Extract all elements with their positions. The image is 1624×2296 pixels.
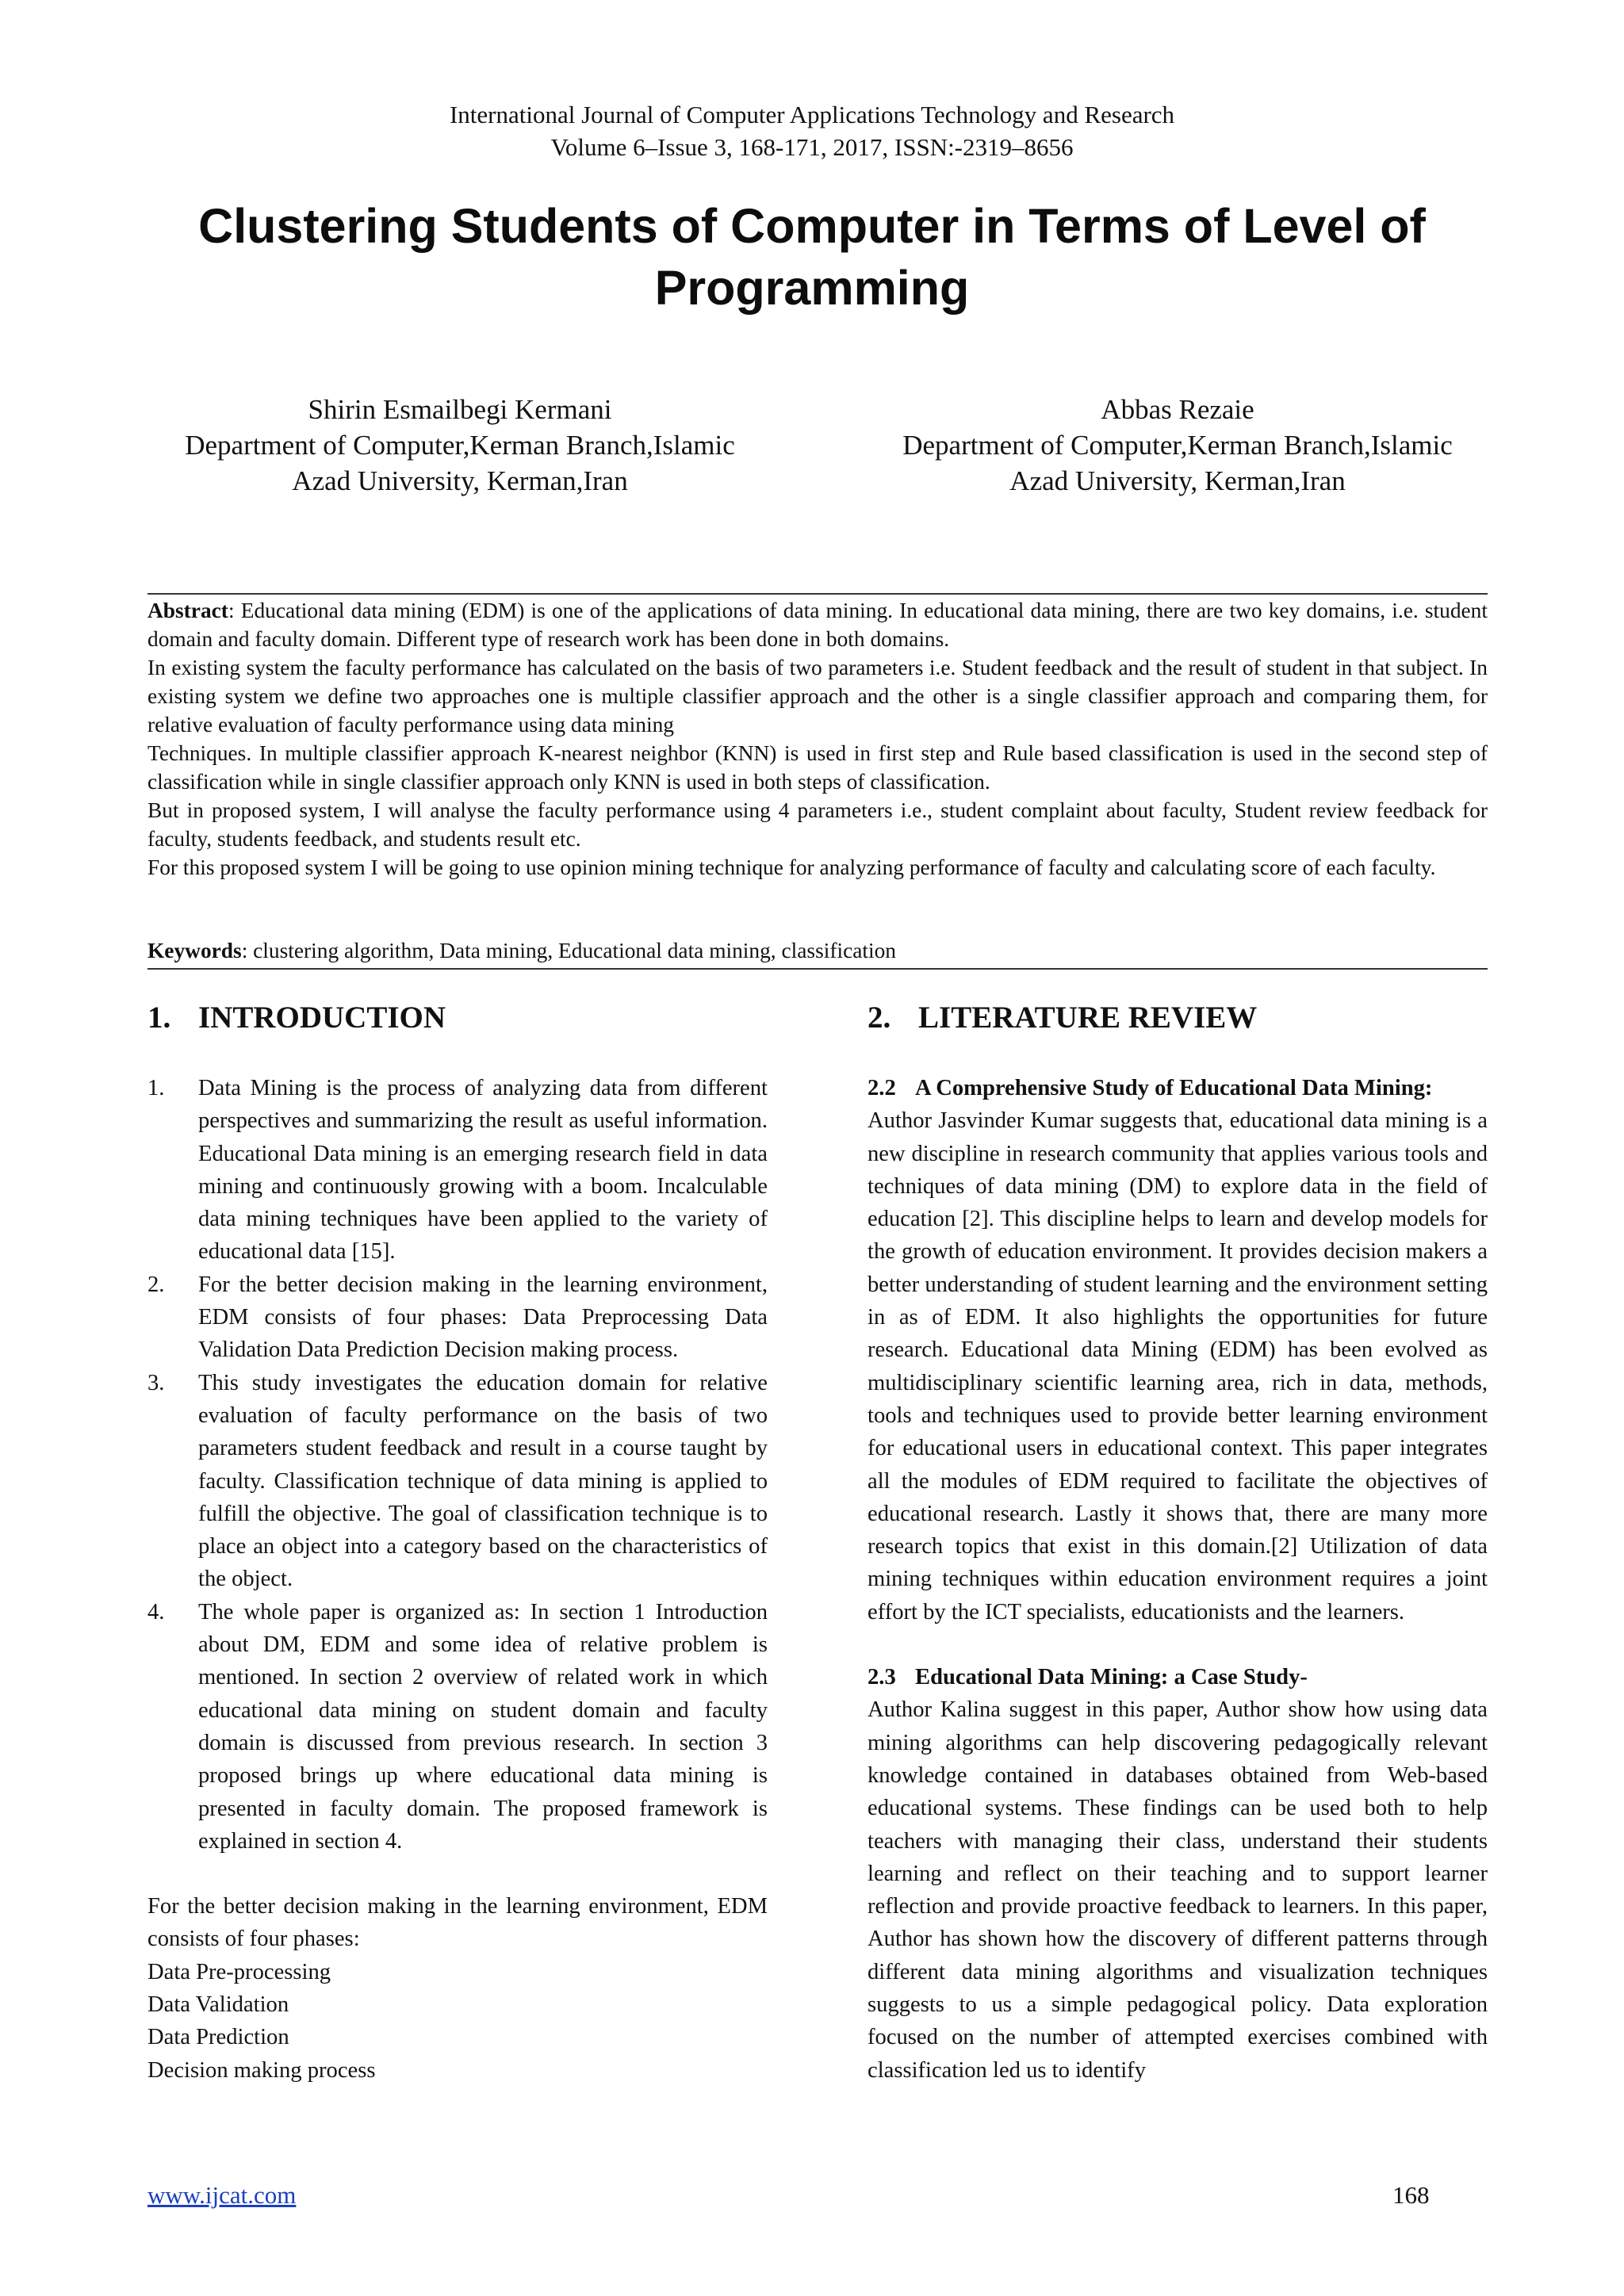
list-text: Data Mining is the process of analyzing data from different perspectives and summarizing the result as useful information. Educational Data mining is an emerging research field in data mining and continuously growing with a boom. Incalculable data mining techniques have been applied to the variety of educational data [15].: [198, 1076, 768, 1265]
subsection-heading-2-3: [868, 1661, 1488, 1693]
spacer: [147, 1858, 768, 1890]
keywords-bottom-rule: [147, 968, 1488, 970]
list-number: 4.: [147, 1599, 165, 1624]
list-number: 2.: [147, 1272, 165, 1297]
list-text: For the better decision making in the learning environment, EDM consists of four phases: Data Preprocessing Data Validation Data Prediction Decision making process.: [198, 1272, 768, 1363]
list-item: [147, 1072, 768, 1269]
subsection-number: 2.2: [868, 1076, 896, 1100]
author-name: Abbas Rezaie: [1101, 394, 1254, 425]
abstract: [147, 596, 1488, 882]
abstract-paragraph-5: For this proposed system I will be going to use opinion mining technique for analyzing performance of faculty and calculating score of each faculty.: [147, 855, 1436, 879]
author-affiliation-line-2: Azad University, Kerman,Iran: [1009, 465, 1346, 496]
author-affiliation-line-1: Department of Computer,Kerman Branch,Islamic: [902, 430, 1453, 461]
author-block-2: [868, 392, 1487, 499]
list-item: [147, 1367, 768, 1596]
title-line-2: Programming: [654, 261, 970, 315]
phase-item: Decision making process: [147, 2057, 376, 2083]
section-heading-literature-review: [868, 997, 1488, 1039]
author-block-1: [151, 392, 769, 499]
author-name: Shirin Esmailbegi Kermani: [308, 394, 612, 425]
phase-item: Data Validation: [147, 1992, 289, 2018]
list-item: [147, 1269, 768, 1367]
section-title: INTRODUCTION: [198, 1001, 446, 1035]
subsection-2-3-text: Author Kalina suggest in this paper, Author show how using data mining algorithms can help discovering pedagogically relevant knowledge contained in databases obtained from Web-based educational systems. These findings can be used both to help teachers with managing their class, understand their students learning and reflect on their teaching and to support learner reflection and provide proactive feedback to learners. In this paper, Author has shown how the discovery of different patterns through different data mining algorithms and visualization techniques suggests to us a simple pedagogical policy. Data exploration focused on the number of attempted exercises combined with classification led us to identify: [868, 1697, 1488, 2083]
keywords-label: Keywords: [147, 939, 242, 962]
section-title: LITERATURE REVIEW: [918, 1001, 1258, 1035]
list-item: [147, 1596, 768, 1858]
subsection-title: Educational Data Mining: a Case Study-: [915, 1665, 1308, 1690]
title-line-1: Clustering Students of Computer in Terms of Level of: [198, 199, 1426, 253]
list-text: The whole paper is organized as: In section 1 Introduction about DM, EDM and some idea of relative problem is mentioned. In section 2 overview of related work in which educational data mining on student domain and faculty domain is discussed from previous research. In section 3 proposed brings up where educational data mining is presented in faculty domain. The proposed framework is explained in section 4.: [198, 1599, 768, 1854]
subsection-2-2-text: Author Jasvinder Kumar suggests that, educational data mining is a new discipline in research community that applies various tools and techniques of data mining (DM) to explore data in the field of education [2]. This discipline helps to learn and develop models for the growth of education environment. It provides decision makers a better understanding of student learning and the environment setting in as of EDM. It also highlights the opportunities for future research. Educational data Mining (EDM) has been evolved as multidisciplinary scientific learning area, rich in data, methods, tools and techniques used to provide better learning environment for educational users in educational context. This paper integrates all the modules of EDM required to facilitate the objectives of educational research. Lastly it shows that, there are many more research topics that exist in this domain.[2] Utilization of data mining techniques within education environment requires a joint effort by the ICT specialists, educationists and the learners.: [868, 1108, 1488, 1624]
phase-item: Data Prediction: [147, 2025, 289, 2050]
abstract-paragraph-3: Techniques. In multiple classifier approach K-nearest neighbor (KNN) is used in first step and Rule based classification is used in the second step of classification while in single classifier approach only KNN is used in both steps of classification.: [147, 741, 1488, 794]
subsection-number: 2.3: [868, 1665, 896, 1690]
left-column: [147, 997, 768, 2087]
abstract-text-1: : Educational data mining (EDM) is one of the applications of data mining. In educational data mining, there are two key domains, i.e. student domain and faculty domain. Different type of research work has been done in both domains.: [147, 599, 1488, 651]
section-heading-introduction: [147, 997, 768, 1039]
abstract-label: Abstract: [147, 599, 228, 622]
abstract-paragraph-1: [147, 596, 1488, 653]
spacer: [868, 1628, 1488, 1661]
journal-website-link[interactable]: www.ijcat.com: [147, 2181, 297, 2209]
journal-header: [0, 98, 1624, 163]
author-affiliation-line-1: Department of Computer,Kerman Branch,Islamic: [185, 430, 735, 461]
list-number: 1.: [147, 1076, 165, 1100]
section-number: 2.: [868, 1001, 891, 1035]
phase-item: Data Pre-processing: [147, 1959, 331, 1984]
paper-title: [127, 195, 1497, 319]
section-number: 1.: [147, 1001, 171, 1035]
journal-name: International Journal of Computer Applications Technology and Research: [449, 101, 1175, 128]
abstract-top-rule: [147, 593, 1488, 595]
subsection-heading-2-2: [868, 1072, 1488, 1104]
journal-volume: Volume 6–Issue 3, 168-171, 2017, ISSN:-2319–8656: [550, 133, 1074, 161]
keywords-text: : clustering algorithm, Data mining, Educational data mining, classification: [241, 939, 897, 962]
author-affiliation-line-2: Azad University, Kerman,Iran: [292, 465, 628, 496]
right-column: [868, 997, 1488, 2087]
abstract-paragraph-4: But in proposed system, I will analyse the faculty performance using 4 parameters i.e., student complaint about faculty, Student review feedback for faculty, students feedback, and students result etc.: [147, 798, 1488, 851]
keywords: [147, 936, 1488, 965]
abstract-paragraph-2: In existing system the faculty performance has calculated on the basis of two parameters i.e. Student feedback and the result of student in that subject. In existing system we define two approaches one is multiple classifier approach and the other is a single classifier approach and comparing them, for relative evaluation of faculty performance using data mining: [147, 656, 1488, 737]
phases-paragraph: For the better decision making in the learning environment, EDM consists of four phases:: [147, 1894, 768, 1952]
list-number: 3.: [147, 1370, 165, 1395]
introduction-list: [147, 1072, 768, 1858]
page-number: 168: [1392, 2181, 1430, 2209]
subsection-title: A Comprehensive Study of Educational Data Mining:: [915, 1076, 1433, 1100]
list-text: This study investigates the education domain for relative evaluation of faculty performance on the basis of two parameters student feedback and result in a course taught by faculty. Classification technique of data mining is applied to fulfill the objective. The goal of classification technique is to place an object into a category based on the characteristics of the object.: [198, 1370, 768, 1592]
